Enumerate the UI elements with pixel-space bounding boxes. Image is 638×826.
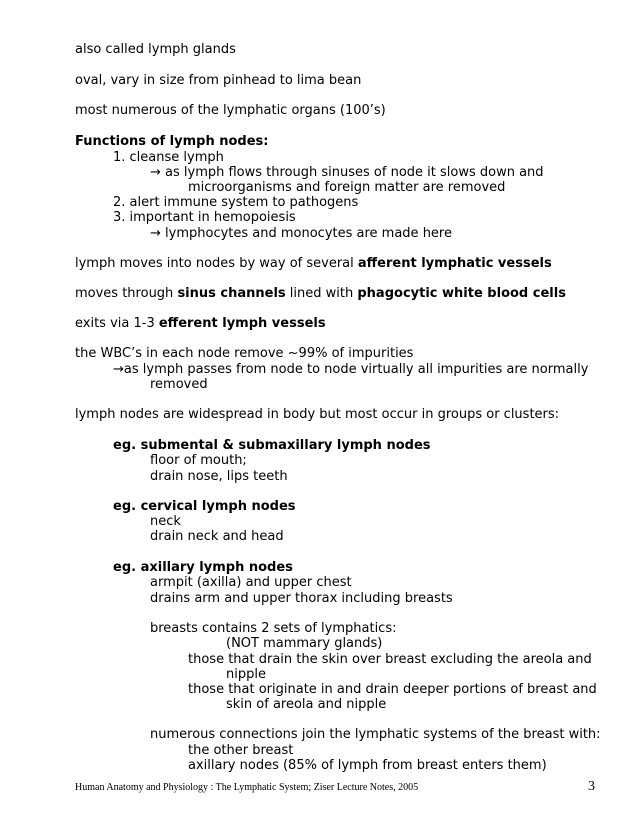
text-line: also called lymph glands <box>75 42 236 57</box>
list-subitem: microorganisms and foreign matter are removed <box>188 180 506 195</box>
text-line: (NOT mammary glands) <box>226 636 383 651</box>
bold-term: sinus channels <box>177 286 286 301</box>
text-line: oval, vary in size from pinhead to lima bean <box>75 73 362 88</box>
text-line: lymph nodes are widespread in body but most occur in groups or clusters: <box>75 407 560 422</box>
bold-term: afferent lymphatic vessels <box>357 256 552 271</box>
text-line: drain nose, lips teeth <box>150 469 288 484</box>
text-line: →as lymph passes from node to node virtually all impurities are normally <box>113 362 589 377</box>
example-heading: eg. cervical lymph nodes <box>113 499 296 514</box>
bold-term: efferent lymph vessels <box>158 316 326 331</box>
text-line: those that drain the skin over breast excluding the areola and <box>188 652 592 667</box>
text-run: exits via 1-3 <box>75 316 159 331</box>
text-line: drains arm and upper thorax including breasts <box>150 591 453 606</box>
text-run: lined with <box>285 286 358 301</box>
example-heading: eg. submental & submaxillary lymph nodes <box>113 438 431 453</box>
text-line <box>75 316 326 332</box>
list-item: 3. important in hemopoiesis <box>113 210 296 225</box>
text-line: those that originate in and drain deeper portions of breast and <box>188 682 597 697</box>
text-line: armpit (axilla) and upper chest <box>150 575 352 590</box>
text-line <box>75 286 566 302</box>
text-line: axillary nodes (85% of lymph from breast enters them) <box>188 758 547 773</box>
text-line: nipple <box>226 667 266 682</box>
text-line: floor of mouth; <box>150 453 247 468</box>
page-footer: Human Anatomy and Physiology : The Lymphatic System; Ziser Lecture Notes, 2005 <box>75 782 419 793</box>
example-heading: eg. axillary lymph nodes <box>113 560 293 575</box>
section-heading: Functions of lymph nodes: <box>75 134 269 149</box>
text-run: lymph moves into nodes by way of several <box>75 256 358 271</box>
list-item: 2. alert immune system to pathogens <box>113 195 359 210</box>
text-line: most numerous of the lymphatic organs (100’s) <box>75 103 386 118</box>
text-run: moves through <box>75 286 178 301</box>
text-line: the WBC’s in each node remove ~99% of impurities <box>75 346 414 361</box>
text-line: the other breast <box>188 743 294 758</box>
text-line: neck <box>150 514 181 529</box>
list-subitem: → lymphocytes and monocytes are made here <box>150 226 452 241</box>
text-line: breasts contains 2 sets of lymphatics: <box>150 621 397 636</box>
text-line: numerous connections join the lymphatic systems of the breast with: <box>150 727 601 742</box>
page-number: 3 <box>588 779 595 794</box>
text-line: drain neck and head <box>150 529 284 544</box>
list-subitem: → as lymph flows through sinuses of node it slows down and <box>150 165 544 180</box>
text-line: removed <box>150 377 208 392</box>
bold-term: phagocytic white blood cells <box>357 286 566 301</box>
text-line <box>75 256 552 272</box>
text-line: skin of areola and nipple <box>226 697 387 712</box>
list-item: 1. cleanse lymph <box>113 150 224 165</box>
